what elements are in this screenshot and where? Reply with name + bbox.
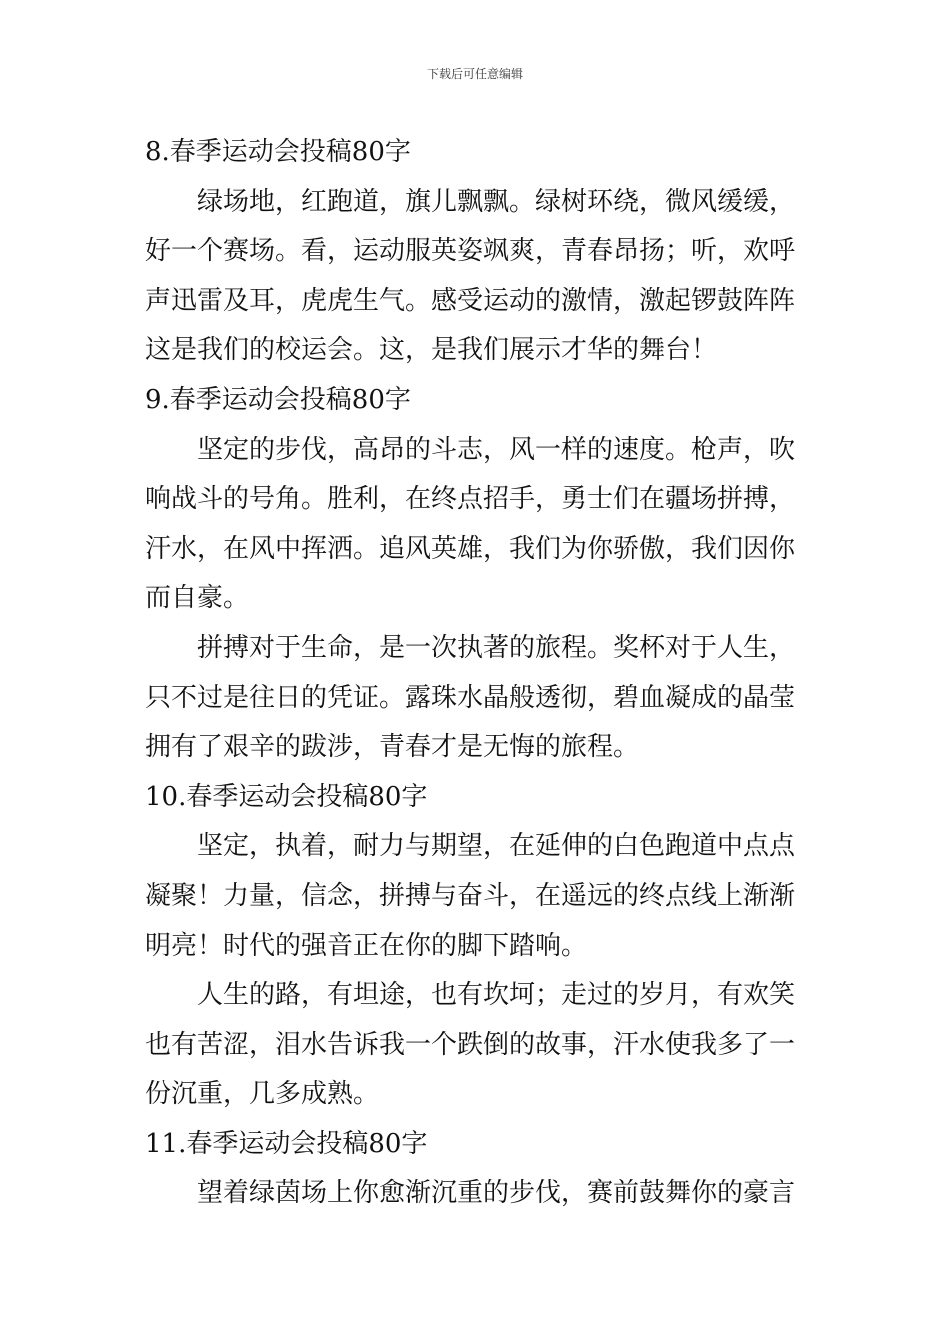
paragraph-line: 拼搏对于生命，是一次执著的旅程。奖杯对于人生， — [197, 632, 796, 663]
page-header: 下载后可任意编辑 — [426, 67, 523, 81]
section-heading-8: 8.春季运动会投稿80字 — [145, 137, 411, 167]
paragraph-line: 明亮！时代的强音正在你的脚下踏响。 — [145, 930, 588, 961]
paragraph-line: 望着绿茵场上你愈渐沉重的步伐，赛前鼓舞你的豪言 — [197, 1178, 796, 1209]
section-heading-11: 11.春季运动会投稿80字 — [145, 1128, 428, 1159]
paragraph-line: 这是我们的校运会。这，是我们展示才华的舞台！ — [145, 335, 718, 366]
paragraph-line: 只不过是往日的凭证。露珠水晶般透彻，碧血凝成的晶莹 — [145, 682, 796, 713]
section-heading-9: 9.春季运动会投稿80字 — [145, 384, 411, 415]
paragraph-line: 坚定的步伐，高昂的斗志，风一样的速度。枪声，吹 — [197, 434, 796, 465]
paragraph-line: 拥有了艰辛的跋涉，青春才是无悔的旅程。 — [145, 732, 640, 763]
section-heading-10: 10.春季运动会投稿80字 — [145, 781, 428, 812]
paragraph-line: 汗水，在风中挥洒。追风英雄，我们为你骄傲，我们因你 — [145, 533, 796, 564]
paragraph-line: 坚定，执着，耐力与期望，在延伸的白色跑道中点点 — [197, 831, 796, 862]
paragraph-line: 好一个赛场。看，运动服英姿飒爽，青春昂扬；听，欢呼 — [145, 236, 796, 267]
paragraph-line: 而自豪。 — [145, 583, 250, 614]
paragraph-line: 响战斗的号角。胜利，在终点招手，勇士们在疆场拼搏， — [145, 484, 796, 515]
paragraph-line: 份沉重，几多成熟。 — [145, 1079, 380, 1110]
paragraph-line: 声迅雷及耳，虎虎生气。感受运动的激情，激起锣鼓阵阵 — [145, 285, 796, 316]
paragraph-line: 人生的路，有坦途，也有坎坷；走过的岁月，有欢笑 — [197, 980, 796, 1011]
paragraph-line: 凝聚！力量，信念，拼搏与奋斗，在遥远的终点线上渐渐 — [145, 880, 796, 911]
paragraph-line: 绿场地，红跑道，旗儿飘飘。绿树环绕，微风缓缓， — [197, 186, 796, 217]
document-body — [145, 128, 810, 1219]
paragraph-line: 也有苦涩，泪水告诉我一个跌倒的故事，汗水使我多了一 — [145, 1029, 796, 1060]
